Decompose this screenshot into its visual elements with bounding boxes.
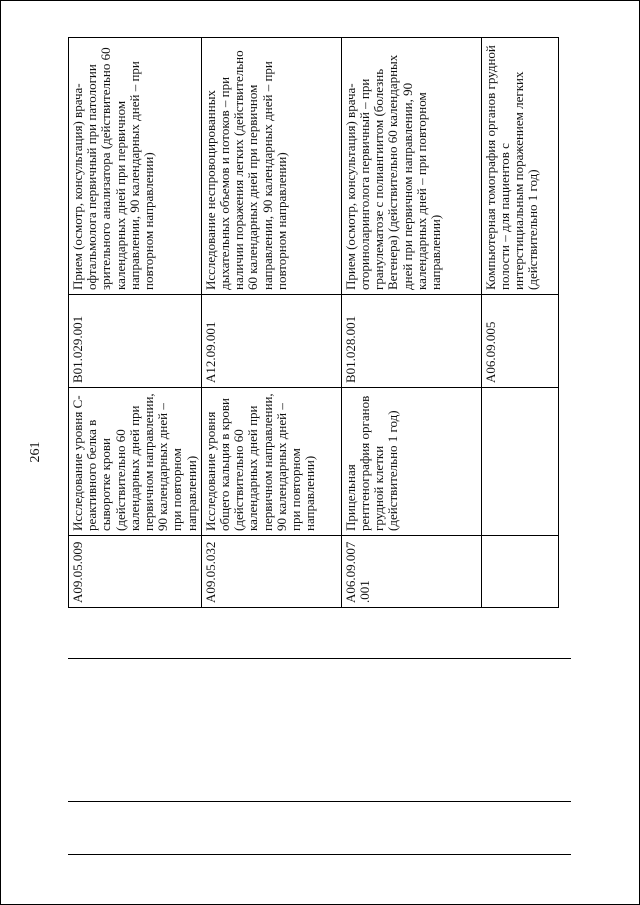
related-code: A12.09.001 (202, 321, 218, 383)
table-row (69, 38, 202, 608)
page-number: 261 (28, 441, 43, 463)
related-service: Компьютерная томография органов грудной полости – для пациентов с интерстициальным поражением легких (действительно 1 год) (482, 45, 541, 290)
table-row (201, 38, 341, 608)
service-name: Исследование уровня общего кальция в крови (действительно 60 календарных дней при первичном направлении, 90 календарных дней – при повторном направлении) (202, 393, 318, 531)
related-service-cell (69, 38, 202, 295)
divider-line (68, 801, 571, 802)
related-code-cell (201, 295, 341, 388)
divider-line (68, 658, 571, 659)
related-code-cell (341, 295, 481, 388)
related-code: A06.09.005 (482, 321, 498, 383)
related-service-cell (481, 38, 558, 295)
service-name-cell (341, 388, 481, 536)
service-code: A09.05.009 (70, 541, 85, 603)
service-code: A09.05.032 (202, 541, 218, 603)
service-name: Исследование уровня С-реактивного белка в сыворотке крови (действительно 60 календарных дней при первичном направлении, 90 календарных дней – при повторном направлении) (70, 393, 199, 531)
service-name-cell (201, 388, 341, 536)
service-name: Прицельная рентгенография органов грудной клетки (действительно 1 год) (342, 395, 401, 531)
service-code: A06.09.007.001 (342, 541, 373, 603)
service-code-cell (481, 536, 558, 608)
related-code-cell (69, 295, 202, 388)
related-service-cell (341, 38, 481, 295)
related-service-cell (201, 38, 341, 295)
related-code: B01.028.001 (342, 315, 358, 383)
service-name-cell (481, 388, 558, 536)
table-row (341, 38, 481, 608)
related-code: B01.029.001 (70, 315, 85, 383)
services-table (68, 37, 559, 608)
service-code-cell (341, 536, 481, 608)
table-row (481, 38, 558, 608)
related-service: Прием (осмотр, консультация) врача-оториноларинголога первичный – при гранулематозе с полиангиитом (болезнь Вегенера) (действительно 60 календарных дней при первичном направлении, 90 календарных дней – при повторном направлении) (342, 54, 444, 290)
service-name-cell (69, 388, 202, 536)
divider-line (68, 854, 571, 855)
rotated-table-container (68, 38, 568, 608)
related-code-cell (481, 295, 558, 388)
service-code-cell (201, 536, 341, 608)
related-service: Исследование неспровоцированных дыхательных объемов и потоков – при наличии поражения легких (действительно 60 календарных дней при первичном направлении, 90 календарных дней – при повторном направлении) (202, 50, 289, 290)
related-service: Прием (осмотр, консультация) врача-офтальмолога первичный при патологии зрительного анализатора (действительно 60 календарных дней при первичном направлении, 90 календарных дней – при повторном направлении) (70, 47, 157, 290)
service-code-cell (69, 536, 202, 608)
